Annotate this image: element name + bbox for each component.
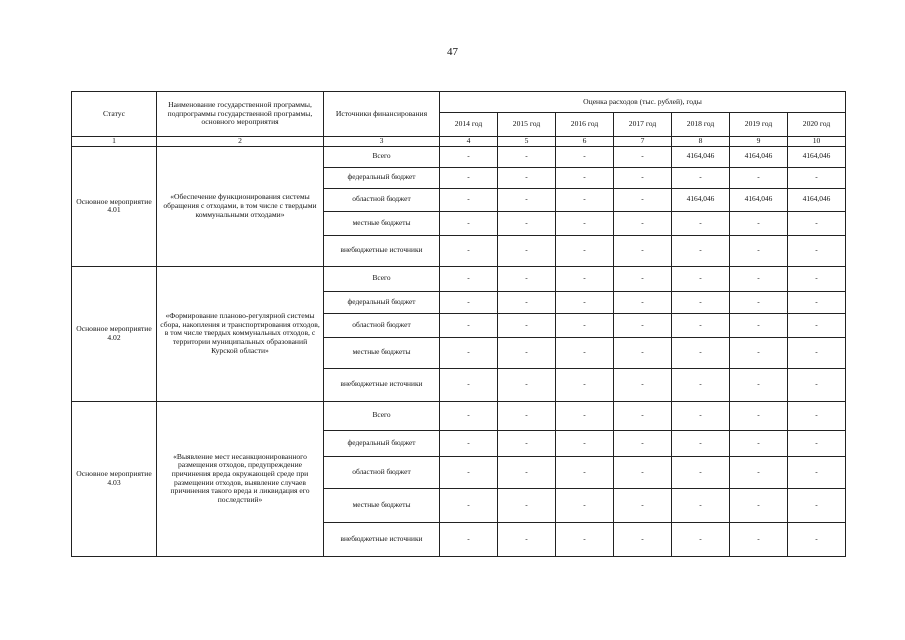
value-cell: - xyxy=(498,291,556,313)
value-cell: - xyxy=(730,313,788,337)
value-cell: - xyxy=(498,146,556,167)
funding-source-cell: внебюджетные источники xyxy=(324,235,440,266)
header-name: Наименование государственной программы, подпрограммы государственной программы, основного мероприятия xyxy=(157,92,324,137)
page-number: 47 xyxy=(447,46,458,58)
value-cell: - xyxy=(788,266,846,291)
value-cell: - xyxy=(672,430,730,456)
value-cell: - xyxy=(788,401,846,430)
value-cell: - xyxy=(556,368,614,401)
header-row xyxy=(72,92,846,113)
value-cell: - xyxy=(440,211,498,235)
activity-name-cell: «Выявление мест несанкционированного размещения отходов, предупреждение причинения вреда окружающей среде при размещении отходов, выявление случаев причинения такого вреда и ликвидация его последствий» xyxy=(157,401,324,556)
value-cell: - xyxy=(440,456,498,488)
value-cell: - xyxy=(672,235,730,266)
header-year: 2018 год xyxy=(672,113,730,137)
value-cell: - xyxy=(556,430,614,456)
value-cell: - xyxy=(788,488,846,522)
header-year: 2019 год xyxy=(730,113,788,137)
value-cell: - xyxy=(440,430,498,456)
status-cell: Основное мероприятие 4.02 xyxy=(72,266,157,401)
value-cell: 4164,046 xyxy=(788,146,846,167)
table-row xyxy=(72,146,846,167)
header-year: 2014 год xyxy=(440,113,498,137)
value-cell: 4164,046 xyxy=(672,188,730,211)
value-cell: - xyxy=(672,488,730,522)
column-number: 9 xyxy=(730,137,788,147)
value-cell: - xyxy=(614,368,672,401)
value-cell: - xyxy=(440,188,498,211)
value-cell: - xyxy=(556,266,614,291)
table-row xyxy=(72,401,846,430)
value-cell: - xyxy=(556,291,614,313)
value-cell: - xyxy=(672,401,730,430)
activity-name-cell: «Обеспечение функционирования системы обращения с отходами, в том числе с твердыми коммунальными отходами» xyxy=(157,146,324,266)
header-status: Статус xyxy=(72,92,157,137)
funding-source-cell: местные бюджеты xyxy=(324,211,440,235)
value-cell: - xyxy=(498,456,556,488)
value-cell: - xyxy=(788,522,846,556)
value-cell: - xyxy=(440,235,498,266)
value-cell: - xyxy=(440,266,498,291)
value-cell: - xyxy=(788,235,846,266)
value-cell: - xyxy=(614,211,672,235)
value-cell: - xyxy=(788,291,846,313)
value-cell: - xyxy=(440,401,498,430)
value-cell: - xyxy=(614,235,672,266)
value-cell: - xyxy=(788,430,846,456)
value-cell: - xyxy=(730,266,788,291)
value-cell: - xyxy=(440,368,498,401)
value-cell: - xyxy=(672,211,730,235)
value-cell: - xyxy=(498,522,556,556)
value-cell: - xyxy=(440,146,498,167)
header-year: 2015 год xyxy=(498,113,556,137)
value-cell: - xyxy=(556,522,614,556)
value-cell: - xyxy=(556,456,614,488)
header-year: 2016 год xyxy=(556,113,614,137)
value-cell: - xyxy=(614,522,672,556)
funding-source-cell: федеральный бюджет xyxy=(324,291,440,313)
funding-source-cell: Всего xyxy=(324,266,440,291)
value-cell: - xyxy=(788,456,846,488)
value-cell: - xyxy=(730,488,788,522)
value-cell: - xyxy=(556,488,614,522)
value-cell: - xyxy=(730,401,788,430)
value-cell: - xyxy=(730,291,788,313)
value-cell: - xyxy=(556,235,614,266)
value-cell: - xyxy=(672,313,730,337)
column-number: 8 xyxy=(672,137,730,147)
column-number: 10 xyxy=(788,137,846,147)
value-cell: 4164,046 xyxy=(730,146,788,167)
value-cell: - xyxy=(614,488,672,522)
value-cell: - xyxy=(614,401,672,430)
value-cell: - xyxy=(498,401,556,430)
value-cell: - xyxy=(672,337,730,368)
value-cell: - xyxy=(498,368,556,401)
status-cell: Основное мероприятие 4.01 xyxy=(72,146,157,266)
value-cell: - xyxy=(614,337,672,368)
value-cell: - xyxy=(440,167,498,188)
column-number-row xyxy=(72,137,846,147)
funding-source-cell: федеральный бюджет xyxy=(324,430,440,456)
value-cell: - xyxy=(672,522,730,556)
value-cell: - xyxy=(498,266,556,291)
value-cell: - xyxy=(614,430,672,456)
value-cell: - xyxy=(556,167,614,188)
funding-source-cell: федеральный бюджет xyxy=(324,167,440,188)
header-year: 2020 год xyxy=(788,113,846,137)
value-cell: - xyxy=(730,167,788,188)
value-cell: - xyxy=(730,430,788,456)
value-cell: - xyxy=(614,188,672,211)
table-row xyxy=(72,266,846,291)
header-estimate: Оценка расходов (тыс. рублей), годы xyxy=(440,92,846,113)
value-cell: - xyxy=(556,211,614,235)
value-cell: - xyxy=(788,211,846,235)
value-cell: - xyxy=(440,488,498,522)
funding-source-cell: Всего xyxy=(324,401,440,430)
column-number: 1 xyxy=(72,137,157,147)
funding-source-cell: областной бюджет xyxy=(324,456,440,488)
value-cell: - xyxy=(672,266,730,291)
value-cell: - xyxy=(498,337,556,368)
value-cell: - xyxy=(498,167,556,188)
value-cell: - xyxy=(730,211,788,235)
value-cell: - xyxy=(440,313,498,337)
header-year: 2017 год xyxy=(614,113,672,137)
value-cell: - xyxy=(556,313,614,337)
value-cell: - xyxy=(498,488,556,522)
value-cell: - xyxy=(556,146,614,167)
column-number: 6 xyxy=(556,137,614,147)
funding-source-cell: Всего xyxy=(324,146,440,167)
value-cell: - xyxy=(498,188,556,211)
funding-source-cell: местные бюджеты xyxy=(324,337,440,368)
value-cell: - xyxy=(730,368,788,401)
value-cell: - xyxy=(730,522,788,556)
value-cell: - xyxy=(614,456,672,488)
status-cell: Основное мероприятие 4.03 xyxy=(72,401,157,556)
value-cell: - xyxy=(498,211,556,235)
value-cell: - xyxy=(788,337,846,368)
value-cell: - xyxy=(498,430,556,456)
expenditure-table xyxy=(71,91,846,557)
column-number: 5 xyxy=(498,137,556,147)
value-cell: - xyxy=(614,146,672,167)
value-cell: - xyxy=(614,291,672,313)
value-cell: - xyxy=(672,167,730,188)
value-cell: - xyxy=(440,522,498,556)
value-cell: - xyxy=(672,456,730,488)
value-cell: - xyxy=(440,337,498,368)
value-cell: - xyxy=(614,266,672,291)
column-number: 4 xyxy=(440,137,498,147)
value-cell: - xyxy=(498,313,556,337)
value-cell: 4164,046 xyxy=(788,188,846,211)
header-sources: Источники финансирования xyxy=(324,92,440,137)
value-cell: - xyxy=(672,291,730,313)
value-cell: 4164,046 xyxy=(730,188,788,211)
funding-source-cell: областной бюджет xyxy=(324,313,440,337)
value-cell: - xyxy=(614,167,672,188)
value-cell: - xyxy=(556,337,614,368)
value-cell: - xyxy=(556,401,614,430)
value-cell: - xyxy=(614,313,672,337)
column-number: 2 xyxy=(157,137,324,147)
value-cell: - xyxy=(788,368,846,401)
value-cell: - xyxy=(672,368,730,401)
value-cell: - xyxy=(556,188,614,211)
value-cell: - xyxy=(730,337,788,368)
column-number: 3 xyxy=(324,137,440,147)
column-number: 7 xyxy=(614,137,672,147)
value-cell: - xyxy=(498,235,556,266)
value-cell: - xyxy=(788,167,846,188)
value-cell: - xyxy=(730,456,788,488)
value-cell: 4164,046 xyxy=(672,146,730,167)
value-cell: - xyxy=(788,313,846,337)
activity-name-cell: «Формирование планово-регулярной системы сбора, накопления и транспортирования отходов, в том числе твердых коммунальных отходов, с территории муниципальных образований Курской области» xyxy=(157,266,324,401)
funding-source-cell: местные бюджеты xyxy=(324,488,440,522)
value-cell: - xyxy=(730,235,788,266)
funding-source-cell: внебюджетные источники xyxy=(324,522,440,556)
value-cell: - xyxy=(440,291,498,313)
funding-source-cell: областной бюджет xyxy=(324,188,440,211)
funding-source-cell: внебюджетные источники xyxy=(324,368,440,401)
